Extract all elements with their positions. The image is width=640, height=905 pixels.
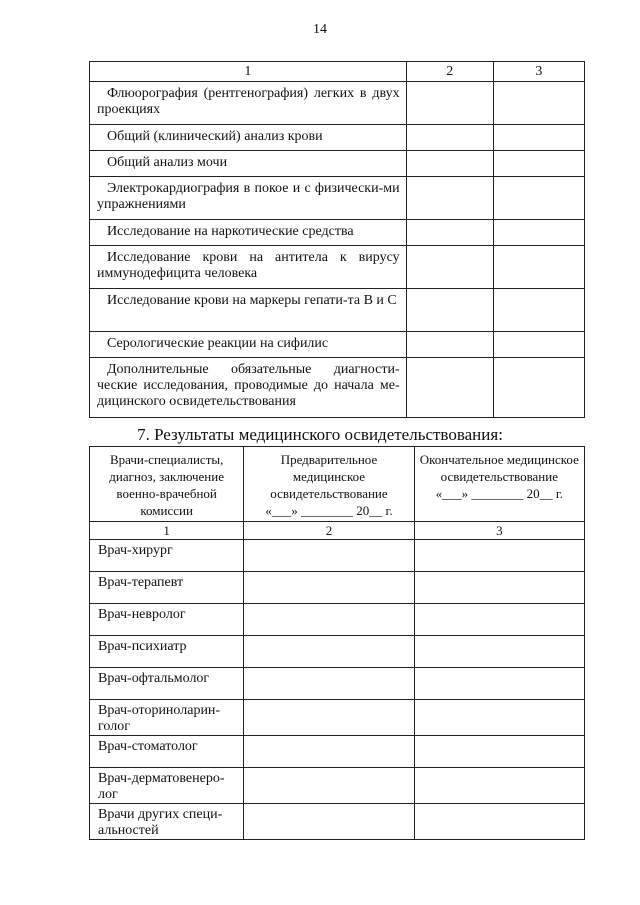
result-cell-3[interactable] — [414, 540, 584, 572]
column-number-3: 3 — [493, 62, 584, 82]
result-cell-3[interactable] — [414, 700, 584, 736]
column-number-1: 1 — [90, 522, 244, 540]
result-cell-3[interactable] — [414, 604, 584, 636]
test-name: Серологические реакции на сифилис — [90, 332, 407, 358]
table-row — [90, 220, 585, 246]
result-cell-2[interactable] — [244, 572, 414, 604]
result-cell-2[interactable] — [406, 82, 493, 125]
examination-results-table — [89, 446, 585, 840]
result-cell-2[interactable] — [244, 768, 414, 804]
result-cell-2[interactable] — [406, 332, 493, 358]
table-row — [90, 768, 585, 804]
doctor-name: Врач-хирург — [90, 540, 244, 572]
table-row — [90, 572, 585, 604]
result-cell-2[interactable] — [244, 604, 414, 636]
result-cell-3[interactable] — [493, 177, 584, 220]
table-row — [90, 151, 585, 177]
table-header-row — [90, 62, 585, 82]
column-number-2: 2 — [406, 62, 493, 82]
test-name: Исследование крови на антитела к вирусу иммунодефицита человека — [90, 246, 407, 289]
result-cell-3[interactable] — [414, 636, 584, 668]
doctor-name: Врач-дерматовенеро-лог — [90, 768, 244, 804]
table-row — [90, 804, 585, 840]
header-final — [414, 447, 584, 522]
result-cell-3[interactable] — [414, 768, 584, 804]
header-preliminary — [244, 447, 414, 522]
table-row — [90, 668, 585, 700]
result-cell-3[interactable] — [414, 736, 584, 768]
result-cell-3[interactable] — [493, 151, 584, 177]
table-row — [90, 736, 585, 768]
result-cell-2[interactable] — [244, 804, 414, 840]
result-cell-2[interactable] — [244, 668, 414, 700]
page-number: 14 — [313, 22, 327, 37]
result-cell-2[interactable] — [244, 736, 414, 768]
doctor-name: Врач-психиатр — [90, 636, 244, 668]
test-name: Электрокардиография в покое и с физически-ми упражнениями — [90, 177, 407, 220]
doctor-name: Врач-невролог — [90, 604, 244, 636]
result-cell-2[interactable] — [406, 220, 493, 246]
result-cell-3[interactable] — [493, 220, 584, 246]
test-name: Общий (клинический) анализ крови — [90, 125, 407, 151]
doctor-name: Врач-терапевт — [90, 572, 244, 604]
result-cell-3[interactable] — [493, 332, 584, 358]
table-row — [90, 540, 585, 572]
test-name: Исследование крови на маркеры гепати-та В и С — [90, 289, 407, 332]
doctor-name: Врач-офтальмолог — [90, 668, 244, 700]
table-row — [90, 82, 585, 125]
test-name: Общий анализ мочи — [90, 151, 407, 177]
header-final-label: Окончательное медицинское освидетельствование — [419, 452, 579, 484]
result-cell-3[interactable] — [493, 289, 584, 332]
table-row — [90, 289, 585, 332]
section-title: 7. Результаты медицинского освидетельствования: — [137, 425, 503, 444]
header-specialists: Врачи-специалисты, диагноз, заключение военно-врачебной комиссии — [90, 447, 244, 522]
column-number-1: 1 — [90, 62, 407, 82]
table-row — [90, 332, 585, 358]
doctor-name: Врач-оториноларин-голог — [90, 700, 244, 736]
result-cell-2[interactable] — [406, 125, 493, 151]
table-row — [90, 358, 585, 418]
table-row — [90, 125, 585, 151]
column-numbers-row — [90, 522, 585, 540]
column-number-2: 2 — [244, 522, 414, 540]
table-row — [90, 604, 585, 636]
diagnostic-tests-table — [89, 61, 585, 418]
table-row — [90, 177, 585, 220]
table-row — [90, 246, 585, 289]
result-cell-2[interactable] — [244, 700, 414, 736]
result-cell-3[interactable] — [493, 358, 584, 418]
result-cell-2[interactable] — [406, 151, 493, 177]
result-cell-2[interactable] — [244, 636, 414, 668]
table-row — [90, 700, 585, 736]
result-cell-3[interactable] — [414, 804, 584, 840]
date-placeholder: «___» ________ 20__ г. — [435, 486, 563, 501]
header-preliminary-label: Предварительное медицинское освидетельствование — [270, 452, 388, 501]
result-cell-3[interactable] — [493, 246, 584, 289]
result-cell-2[interactable] — [406, 177, 493, 220]
column-number-3: 3 — [414, 522, 584, 540]
result-cell-3[interactable] — [493, 82, 584, 125]
result-cell-2[interactable] — [406, 289, 493, 332]
table-row — [90, 636, 585, 668]
result-cell-2[interactable] — [406, 358, 493, 418]
result-cell-2[interactable] — [244, 540, 414, 572]
test-name: Флюорография (рентгенография) легких в двух проекциях — [90, 82, 407, 125]
date-placeholder: «___» ________ 20__ г. — [265, 503, 393, 518]
result-cell-3[interactable] — [493, 125, 584, 151]
doctor-name: Врачи других специ-альностей — [90, 804, 244, 840]
result-cell-3[interactable] — [414, 668, 584, 700]
test-name: Исследование на наркотические средства — [90, 220, 407, 246]
table-header-row — [90, 447, 585, 522]
doctor-name: Врач-стоматолог — [90, 736, 244, 768]
result-cell-3[interactable] — [414, 572, 584, 604]
test-name: Дополнительные обязательные диагности-ческие исследования, проводимые до начала ме-дицинского освидетельствования — [90, 358, 407, 418]
result-cell-2[interactable] — [406, 246, 493, 289]
